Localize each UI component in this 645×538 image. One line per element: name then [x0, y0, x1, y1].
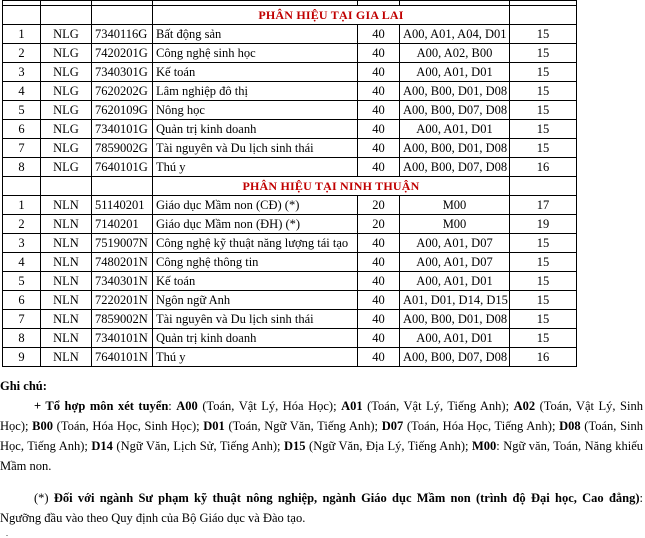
- table-row: [3, 101, 577, 120]
- school-code: NLN: [41, 215, 92, 234]
- school-code: NLG: [41, 139, 92, 158]
- quota: 40: [358, 234, 400, 253]
- row-index: 7: [3, 310, 41, 329]
- subject-combos: A00, A01, D01: [400, 120, 510, 139]
- row-index: 9: [3, 348, 41, 367]
- school-code: NLG: [41, 63, 92, 82]
- row-index: 3: [3, 63, 41, 82]
- row-index: 5: [3, 101, 41, 120]
- quota: 40: [358, 25, 400, 44]
- admission-table: [2, 0, 577, 367]
- quota: 40: [358, 101, 400, 120]
- min-score: 15: [510, 63, 577, 82]
- subject-combos: A00, A01, A04, D01: [400, 25, 510, 44]
- major-name: Lâm nghiệp đô thị: [153, 82, 358, 101]
- star-prefix: (*): [34, 491, 54, 505]
- major-code: 7340301G: [92, 63, 153, 82]
- combo-desc: (Toán, Vật Lý, Sinh Học);: [0, 399, 643, 433]
- min-score: 15: [510, 272, 577, 291]
- row-index: 7: [3, 139, 41, 158]
- combo-code: D07: [381, 419, 404, 433]
- section-header-gialai: [3, 6, 577, 25]
- school-code: NLG: [41, 25, 92, 44]
- table-row: [3, 291, 577, 310]
- subject-combos: M00: [400, 215, 510, 234]
- major-name: Ngôn ngữ Anh: [153, 291, 358, 310]
- section-header-ninhthuan: [3, 177, 577, 196]
- combo-desc: (Toán, Sinh Học, Tiếng Anh);: [0, 419, 643, 453]
- major-code: 7220201N: [92, 291, 153, 310]
- quota: 40: [358, 63, 400, 82]
- combo-code: D08: [559, 419, 581, 433]
- quota: 40: [358, 272, 400, 291]
- star-bold-text: Đối với ngành Sư phạm kỹ thuật nông nghiệp, ngành Giáo dục Mầm non (trình độ Đại học, Cao đẳng): [53, 491, 640, 505]
- table-row: [3, 63, 577, 82]
- major-name: Công nghệ sinh học: [153, 44, 358, 63]
- combo-desc: (Toán, Hóa Học, Sinh Học);: [52, 419, 204, 433]
- notes-heading: Ghi chú:: [0, 379, 47, 393]
- table-row: [3, 196, 577, 215]
- combo-desc: (Ngữ Văn, Lịch Sử, Tiếng Anh);: [112, 439, 285, 453]
- school-code: NLN: [41, 196, 92, 215]
- subject-combos: A00, B00, D07, D08: [400, 348, 510, 367]
- min-score: 15: [510, 44, 577, 63]
- school-code: NLN: [41, 272, 92, 291]
- school-code: NLN: [41, 310, 92, 329]
- combo-code: A00: [176, 399, 198, 413]
- table-row: [3, 215, 577, 234]
- major-code: 7340116G: [92, 25, 153, 44]
- school-code: NLN: [41, 329, 92, 348]
- combo-desc: (Ngữ Văn, Địa Lý, Tiếng Anh);: [305, 439, 472, 453]
- major-code: 7640101N: [92, 348, 153, 367]
- min-score: 15: [510, 120, 577, 139]
- combo-code: D14: [91, 439, 113, 453]
- table-row: [3, 158, 577, 177]
- row-index: 1: [3, 196, 41, 215]
- quota: 40: [358, 82, 400, 101]
- combo-desc: (Toán, Vật Lý, Hóa Học);: [197, 399, 342, 413]
- row-index: 2: [3, 44, 41, 63]
- subject-combos: A00, B00, D01, D08: [400, 310, 510, 329]
- major-code: 7420201G: [92, 44, 153, 63]
- major-code: 7620202G: [92, 82, 153, 101]
- notes-section: [0, 376, 643, 528]
- major-name: Kế toán: [153, 272, 358, 291]
- subject-combos: A00, B00, D07, D08: [400, 101, 510, 120]
- quota: 20: [358, 196, 400, 215]
- major-name: Quản trị kinh doanh: [153, 329, 358, 348]
- quota: 40: [358, 348, 400, 367]
- combo-code: M00: [471, 439, 497, 453]
- min-score: 15: [510, 139, 577, 158]
- table-row: [3, 310, 577, 329]
- school-code: NLN: [41, 253, 92, 272]
- min-score: 15: [510, 234, 577, 253]
- subject-combos: A00, A02, B00: [400, 44, 510, 63]
- school-code: NLN: [41, 234, 92, 253]
- subject-combos: A00, B00, D07, D08: [400, 158, 510, 177]
- table-row: [3, 44, 577, 63]
- major-code: 51140201: [92, 196, 153, 215]
- major-name: Tài nguyên và Du lịch sinh thái: [153, 310, 358, 329]
- school-code: NLG: [41, 120, 92, 139]
- combo-code: D01: [203, 419, 225, 433]
- combo-code: A01: [341, 399, 363, 413]
- major-name: Thú y: [153, 348, 358, 367]
- min-score: 15: [510, 25, 577, 44]
- combo-desc: : Ngữ văn, Toán, Năng khiếu Mầm non.: [0, 439, 643, 473]
- table-row: [3, 120, 577, 139]
- section-title-ninhthuan: PHÂN HIỆU TẠI NINH THUẬN: [153, 177, 510, 196]
- combo-code: D15: [284, 439, 306, 453]
- major-name: Công nghệ thông tin: [153, 253, 358, 272]
- row-index: 6: [3, 120, 41, 139]
- major-name: Giáo dục Mầm non (CĐ) (*): [153, 196, 358, 215]
- row-index: 2: [3, 215, 41, 234]
- school-code: NLN: [41, 291, 92, 310]
- quota: 40: [358, 310, 400, 329]
- major-name: Kế toán: [153, 63, 358, 82]
- subject-combos: A00, A01, D01: [400, 329, 510, 348]
- combo-code: A02: [513, 399, 536, 413]
- row-index: 5: [3, 272, 41, 291]
- major-name: Công nghệ kỹ thuật năng lượng tái tạo: [153, 234, 358, 253]
- combo-colon: :: [168, 399, 177, 413]
- table-row: [3, 253, 577, 272]
- combo-desc: (Toán, Vật Lý, Tiếng Anh);: [362, 399, 514, 413]
- min-score: 19: [510, 215, 577, 234]
- subject-combos: A00, A01, D01: [400, 63, 510, 82]
- row-index: 8: [3, 158, 41, 177]
- quota: 20: [358, 215, 400, 234]
- table-row: [3, 272, 577, 291]
- major-name: Bất động sản: [153, 25, 358, 44]
- min-score: 15: [510, 101, 577, 120]
- major-code: 7340301N: [92, 272, 153, 291]
- school-code: NLN: [41, 348, 92, 367]
- quota: 40: [358, 120, 400, 139]
- combo-paragraph: [0, 396, 643, 476]
- school-code: NLG: [41, 82, 92, 101]
- min-score: 15: [510, 310, 577, 329]
- row-index: 6: [3, 291, 41, 310]
- quota: 40: [358, 329, 400, 348]
- table-row: [3, 234, 577, 253]
- row-index: 3: [3, 234, 41, 253]
- min-score: 16: [510, 158, 577, 177]
- quota: 40: [358, 158, 400, 177]
- major-code: 7340101G: [92, 120, 153, 139]
- min-score: 15: [510, 291, 577, 310]
- combo-desc: (Toán, Hóa Học, Tiếng Anh);: [403, 419, 560, 433]
- min-score: 15: [510, 253, 577, 272]
- major-code: 7140201: [92, 215, 153, 234]
- major-code: 7640101G: [92, 158, 153, 177]
- major-name: Thú y: [153, 158, 358, 177]
- min-score: 17: [510, 196, 577, 215]
- combo-label: Tổ hợp môn xét tuyển: [45, 399, 169, 413]
- school-code: NLG: [41, 101, 92, 120]
- row-index: 8: [3, 329, 41, 348]
- quota: 40: [358, 291, 400, 310]
- combo-prefix: +: [34, 399, 46, 413]
- section-title-gialai: PHÂN HIỆU TẠI GIA LAI: [153, 6, 510, 25]
- quota: 40: [358, 139, 400, 158]
- major-code: 7480201N: [92, 253, 153, 272]
- subject-combos: A01, D01, D14, D15: [400, 291, 510, 310]
- table-row: [3, 25, 577, 44]
- footer-mark: .: [6, 529, 8, 538]
- table-row: [3, 82, 577, 101]
- subject-combos: A00, A01, D01: [400, 272, 510, 291]
- major-name: Quản trị kinh doanh: [153, 120, 358, 139]
- min-score: 16: [510, 348, 577, 367]
- star-rest-text: : Ngưỡng đầu vào theo Quy định của Bộ Giáo dục và Đào tạo.: [0, 491, 643, 525]
- major-code: 7859002N: [92, 310, 153, 329]
- major-name: Giáo dục Mầm non (ĐH) (*): [153, 215, 358, 234]
- row-index: 4: [3, 253, 41, 272]
- subject-combos: A00, B00, D01, D08: [400, 82, 510, 101]
- row-index: 4: [3, 82, 41, 101]
- subject-combos: A00, B00, D01, D08: [400, 139, 510, 158]
- min-score: 15: [510, 329, 577, 348]
- subject-combos: A00, A01, D07: [400, 234, 510, 253]
- quota: 40: [358, 253, 400, 272]
- major-name: Tài nguyên và Du lịch sinh thái: [153, 139, 358, 158]
- major-name: Nông học: [153, 101, 358, 120]
- star-paragraph: [0, 488, 643, 528]
- major-code: 7519007N: [92, 234, 153, 253]
- table-row: [3, 329, 577, 348]
- major-code: 7620109G: [92, 101, 153, 120]
- combo-desc: (Toán, Ngữ Văn, Tiếng Anh);: [224, 419, 382, 433]
- row-index: 1: [3, 25, 41, 44]
- table-row: [3, 139, 577, 158]
- school-code: NLG: [41, 158, 92, 177]
- subject-combos: M00: [400, 196, 510, 215]
- quota: 40: [358, 44, 400, 63]
- subject-combos: A00, A01, D07: [400, 253, 510, 272]
- major-code: 7859002G: [92, 139, 153, 158]
- min-score: 15: [510, 82, 577, 101]
- school-code: NLG: [41, 44, 92, 63]
- major-code: 7340101N: [92, 329, 153, 348]
- combo-code: B00: [32, 419, 53, 433]
- table-row: [3, 348, 577, 367]
